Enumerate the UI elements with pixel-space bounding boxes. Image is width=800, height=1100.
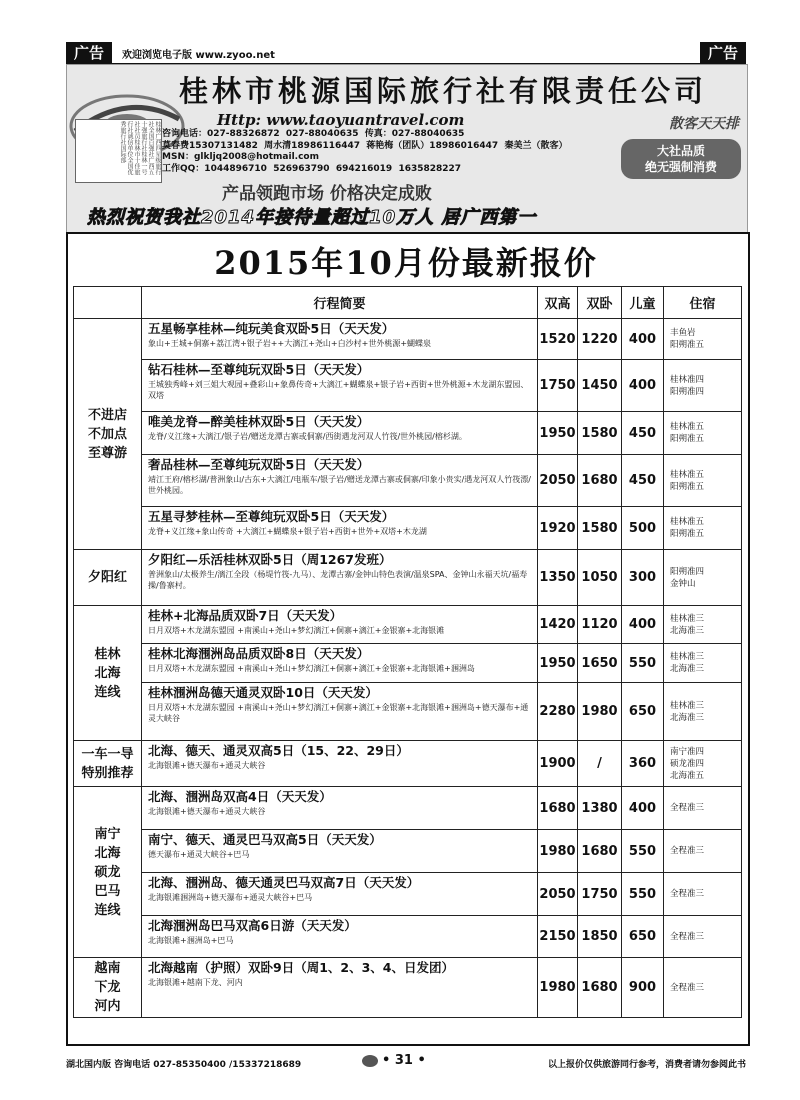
route-detail: 普洲象山/太极养生/漓江全段（杨堤竹筏-九马）、龙潭古寨/金钟山特色表演/温泉SPA、金钟山永福天坑/福寿操/鲁寨村。: [148, 570, 528, 590]
table-row: [74, 787, 742, 830]
route-detail: 日月双塔+木龙湖东盟园 +南溪山+尧山+梦幻漓江+侗寨+漓江+金银寨+北海银滩+涠洲岛+德天瀑布+通灵大峡谷: [148, 703, 529, 723]
region-label: 一车一导 特别推荐: [81, 746, 134, 781]
route-detail: 北海银滩+涠洲岛+巴马: [148, 936, 234, 945]
price-child: 900: [622, 958, 664, 1018]
route-cell: [142, 916, 538, 958]
route-title: 五星畅享桂林—纯玩美食双卧5日（天天发）: [148, 321, 395, 336]
company-name: 桂林市桃源国际旅行社有限责任公司: [179, 74, 708, 108]
route-title: 南宁、德天、通灵巴马双高5日（天天发）: [148, 832, 382, 847]
route-title: 北海越南（护照）双卧9日（周1、2、3、4、日发团）: [148, 960, 454, 975]
price-child: 550: [622, 830, 664, 873]
region-cell: [74, 958, 142, 1018]
table-row: [74, 830, 742, 873]
price-shuangwo: 1120: [578, 606, 622, 644]
table-row: [74, 683, 742, 741]
route-cell: [142, 360, 538, 412]
price-child: 450: [622, 455, 664, 507]
price-shuangwo: 1680: [578, 830, 622, 873]
hotel-cell: 阳朔准四 金钟山: [664, 550, 742, 606]
page-number-text: • 31 •: [382, 1053, 426, 1068]
price-child: 400: [622, 360, 664, 412]
price-child: 650: [622, 916, 664, 958]
price-shuanggao: 1950: [538, 412, 578, 455]
route-detail: 靖江王府/榕杉湖/普洲象山/古东+大漓江/电瓶车/银子岩/赠送龙潭古寨或侗寨/印象小贵实/遇龙河双人竹筏漂/世外桃园。: [148, 475, 531, 495]
hotel-cell: 全程准三: [664, 958, 742, 1018]
table-row: [74, 873, 742, 916]
header-hotel: 住宿: [664, 287, 742, 319]
region-label: 南宁 北海 硕龙 巴马 连线: [94, 826, 121, 918]
price-child: 650: [622, 683, 664, 741]
price-shuangwo: 1220: [578, 319, 622, 360]
top-ad-bar: [66, 42, 746, 64]
calligraphy-slogan: 散客天天排: [669, 116, 739, 132]
route-title: 桂林+北海品质双卧7日（天天发）: [148, 608, 343, 623]
route-detail: 日月双塔+木龙湖东盟园 +南溪山+尧山+梦幻漓江+侗寨+漓江+金银寨+北海银滩: [148, 626, 445, 635]
footer-contact: 湖北国内版 咨询电话 027-85350400 /15337218689: [66, 1060, 302, 1070]
price-shuangwo: 1680: [578, 958, 622, 1018]
page-logo-icon: [362, 1055, 378, 1067]
page-title: 2015年10月份最新报价: [214, 244, 598, 282]
price-child: 500: [622, 507, 664, 550]
route-title: 桂林北海涠洲岛品质双卧8日（天天发）: [148, 646, 370, 661]
price-shuangwo: 1580: [578, 507, 622, 550]
hotel-cell: 全程准三: [664, 873, 742, 916]
hotel-cell: 桂林准四 阳朔准四: [664, 360, 742, 412]
table-row: [74, 644, 742, 683]
price-shuanggao: 1350: [538, 550, 578, 606]
route-cell: [142, 319, 538, 360]
price-child: 550: [622, 644, 664, 683]
price-shuanggao: 2050: [538, 873, 578, 916]
route-detail: 北海银滩+德天瀑布+通灵大峡谷: [148, 761, 266, 770]
celebration-banner: 热烈祝贺我社2014年接待量超过10万人 居广西第一: [87, 207, 537, 228]
route-title: 北海、德天、通灵双高5日（15、22、29日）: [148, 743, 409, 758]
route-cell: [142, 787, 538, 830]
price-shuanggao: 2050: [538, 455, 578, 507]
price-shuanggao: 1750: [538, 360, 578, 412]
price-shuangwo: 1980: [578, 683, 622, 741]
region-cell: [74, 787, 142, 958]
region-label: 夕阳红: [87, 570, 127, 585]
table-row: [74, 412, 742, 455]
region-label: 桂林 北海 连线: [94, 646, 121, 700]
route-cell: [142, 873, 538, 916]
route-detail: 象山+王城+侗寨+荔江湾+银子岩++大漓江+尧山+白沙村+世外桃源+蝴蝶泉: [148, 339, 432, 348]
honor-text: 桂林广西四星级旅行社全国百强社广西五十强旅行社桂林一号社社员桂林市十佳旅行社诚信单位全国优秀旅行社国际部: [119, 121, 161, 175]
route-cell: [142, 550, 538, 606]
price-shuanggao: 2280: [538, 683, 578, 741]
price-child: 450: [622, 412, 664, 455]
hotel-cell: 桂林准三 北海准三: [664, 644, 742, 683]
price-shuangwo: 1380: [578, 787, 622, 830]
quality-line-2: 绝无强制消费: [644, 160, 717, 174]
table-row: [74, 507, 742, 550]
route-title: 夕阳红—乐活桂林双卧5日（周1267发班）: [148, 552, 392, 567]
advertiser-banner: [66, 64, 748, 234]
route-title: 钻石桂林—至尊纯玩双卧5日（天天发）: [148, 362, 370, 377]
hotel-cell: 桂林准三 北海准三: [664, 683, 742, 741]
hotel-cell: 全程准三: [664, 916, 742, 958]
region-cell: [74, 606, 142, 741]
price-shuanggao: 1420: [538, 606, 578, 644]
price-shuangwo: 1450: [578, 360, 622, 412]
price-child: 550: [622, 873, 664, 916]
price-shuangwo: 1650: [578, 644, 622, 683]
price-shuangwo: 1750: [578, 873, 622, 916]
route-title: 桂林涠洲岛德天通灵双卧10日（天天发）: [148, 685, 378, 700]
route-title: 北海涠洲岛巴马双高6日游（天天发）: [148, 918, 357, 933]
route-cell: [142, 455, 538, 507]
header-shuanggao: 双高: [538, 287, 578, 319]
route-detail: 日月双塔+木龙湖东盟园 +南溪山+尧山+梦幻漓江+侗寨+漓江+金银寨+北海银滩+涠洲岛: [148, 664, 475, 673]
price-shuangwo: 1580: [578, 412, 622, 455]
price-shuangwo: 1850: [578, 916, 622, 958]
welcome-text: 欢迎浏览电子版 www.zyoo.net: [122, 50, 275, 61]
route-detail: 德天瀑布+通灵大峡谷+巴马: [148, 850, 250, 859]
route-cell: [142, 644, 538, 683]
hotel-cell: 全程准三: [664, 787, 742, 830]
price-shuangwo: 1050: [578, 550, 622, 606]
hotel-cell: 全程准三: [664, 830, 742, 873]
price-shuanggao: 1520: [538, 319, 578, 360]
header-child: 儿童: [622, 287, 664, 319]
table-row: [74, 606, 742, 644]
price-shuanggao: 1680: [538, 787, 578, 830]
slogan: 产品领跑市场 价格决定成败: [222, 184, 432, 204]
ad-tag-left: 广告: [66, 42, 112, 64]
route-detail: 北海银滩+德天瀑布+通灵大峡谷: [148, 807, 266, 816]
price-shuanggao: 1920: [538, 507, 578, 550]
hotel-cell: 南宁准四 硕龙准四 北海准五: [664, 741, 742, 787]
price-child: 300: [622, 550, 664, 606]
route-cell: [142, 606, 538, 644]
table-row: [74, 455, 742, 507]
price-shuanggao: 1980: [538, 830, 578, 873]
price-child: 400: [622, 606, 664, 644]
route-title: 五星寻梦桂林—至尊纯玩双卧5日（天天发）: [148, 509, 395, 524]
route-detail: 王城独秀峰+刘三姐大观园+叠彩山+象鼻传奇+大漓江+蝴蝶泉+银子岩+西街+世外桃源+木龙湖东盟园、双塔: [148, 380, 529, 400]
route-title: 北海、涠洲岛、德天通灵巴马双高7日（天天发）: [148, 875, 420, 890]
hotel-cell: 丰鱼岩 阳朔准五: [664, 319, 742, 360]
route-cell: [142, 683, 538, 741]
region-label: 越南 下龙 河内: [94, 961, 121, 1014]
page-number: [362, 1053, 426, 1068]
hotel-cell: 桂林准三 北海准三: [664, 606, 742, 644]
header-route: 行程简要: [142, 287, 538, 319]
route-cell: [142, 958, 538, 1018]
price-shuanggao: 1980: [538, 958, 578, 1018]
price-child: 400: [622, 319, 664, 360]
price-shuanggao: 1900: [538, 741, 578, 787]
route-cell: [142, 830, 538, 873]
route-detail: 北海银滩+越南下龙、河内: [148, 978, 243, 987]
region-cell: [74, 550, 142, 606]
route-detail: 龙脊/义江缘+大漓江/银子岩/赠送龙潭古寨或侗寨/西街遇龙河双人竹筏/世外桃园/榕杉湖。: [148, 432, 467, 441]
table-header-row: [74, 287, 742, 319]
price-shuangwo: /: [578, 741, 622, 787]
route-cell: [142, 412, 538, 455]
price-shuangwo: 1680: [578, 455, 622, 507]
price-child: 400: [622, 787, 664, 830]
contact-info: 咨询电话：027-88326872 027-88040635 传真：027-88040635 莫春费15307131482 周水清18986116447 蒋艳梅（团队）18986016447 秦美兰（散客） MSN：glkljq2008@hotmail.com 工作QQ：1044896710 526963790 694216019 1635828227: [162, 129, 568, 174]
route-title: 奢品桂林—至尊纯玩双卧5日（天天发）: [148, 457, 370, 472]
price-shuanggao: 1950: [538, 644, 578, 683]
price-table-body: [74, 319, 742, 1018]
region-label: 不进店 不加点 至尊游: [87, 407, 127, 461]
hotel-cell: 桂林准五 阳朔准五: [664, 507, 742, 550]
route-title: 唯美龙脊—醉美桂林双卧5日（天天发）: [148, 414, 370, 429]
table-row: [74, 958, 742, 1018]
price-shuanggao: 2150: [538, 916, 578, 958]
region-cell: [74, 319, 142, 550]
route-detail: 龙脊+义江缘+象山传奇 +大漓江+蝴蝶泉+银子岩+西街+世外+双塔+木龙湖: [148, 527, 427, 536]
footer: [66, 1052, 746, 1074]
footer-disclaimer: 以上报价仅供旅游同行参考，消费者请勿参阅此书: [547, 1060, 746, 1070]
table-row: [74, 319, 742, 360]
header-shuangwo: 双卧: [578, 287, 622, 319]
quality-badge: [621, 139, 741, 179]
table-row: [74, 916, 742, 958]
table-row: [74, 741, 742, 787]
table-row: [74, 550, 742, 606]
header-region: [74, 287, 142, 319]
route-cell: [142, 741, 538, 787]
ad-tag-right: 广告: [700, 42, 746, 64]
region-cell: [74, 741, 142, 787]
hotel-cell: 桂林准五 阳朔准五: [664, 412, 742, 455]
hotel-cell: 桂林准五 阳朔准五: [664, 455, 742, 507]
price-child: 360: [622, 741, 664, 787]
route-detail: 北海银滩涠洲岛+德天瀑布+通灵大峡谷+巴马: [148, 893, 313, 902]
quality-line-1: 大社品质: [656, 144, 705, 158]
table-row: [74, 360, 742, 412]
route-cell: [142, 507, 538, 550]
route-title: 北海、涠洲岛双高4日（天天发）: [148, 789, 332, 804]
price-table: [73, 286, 742, 1018]
company-url: Http: www.taoyuantravel.com: [217, 111, 465, 129]
